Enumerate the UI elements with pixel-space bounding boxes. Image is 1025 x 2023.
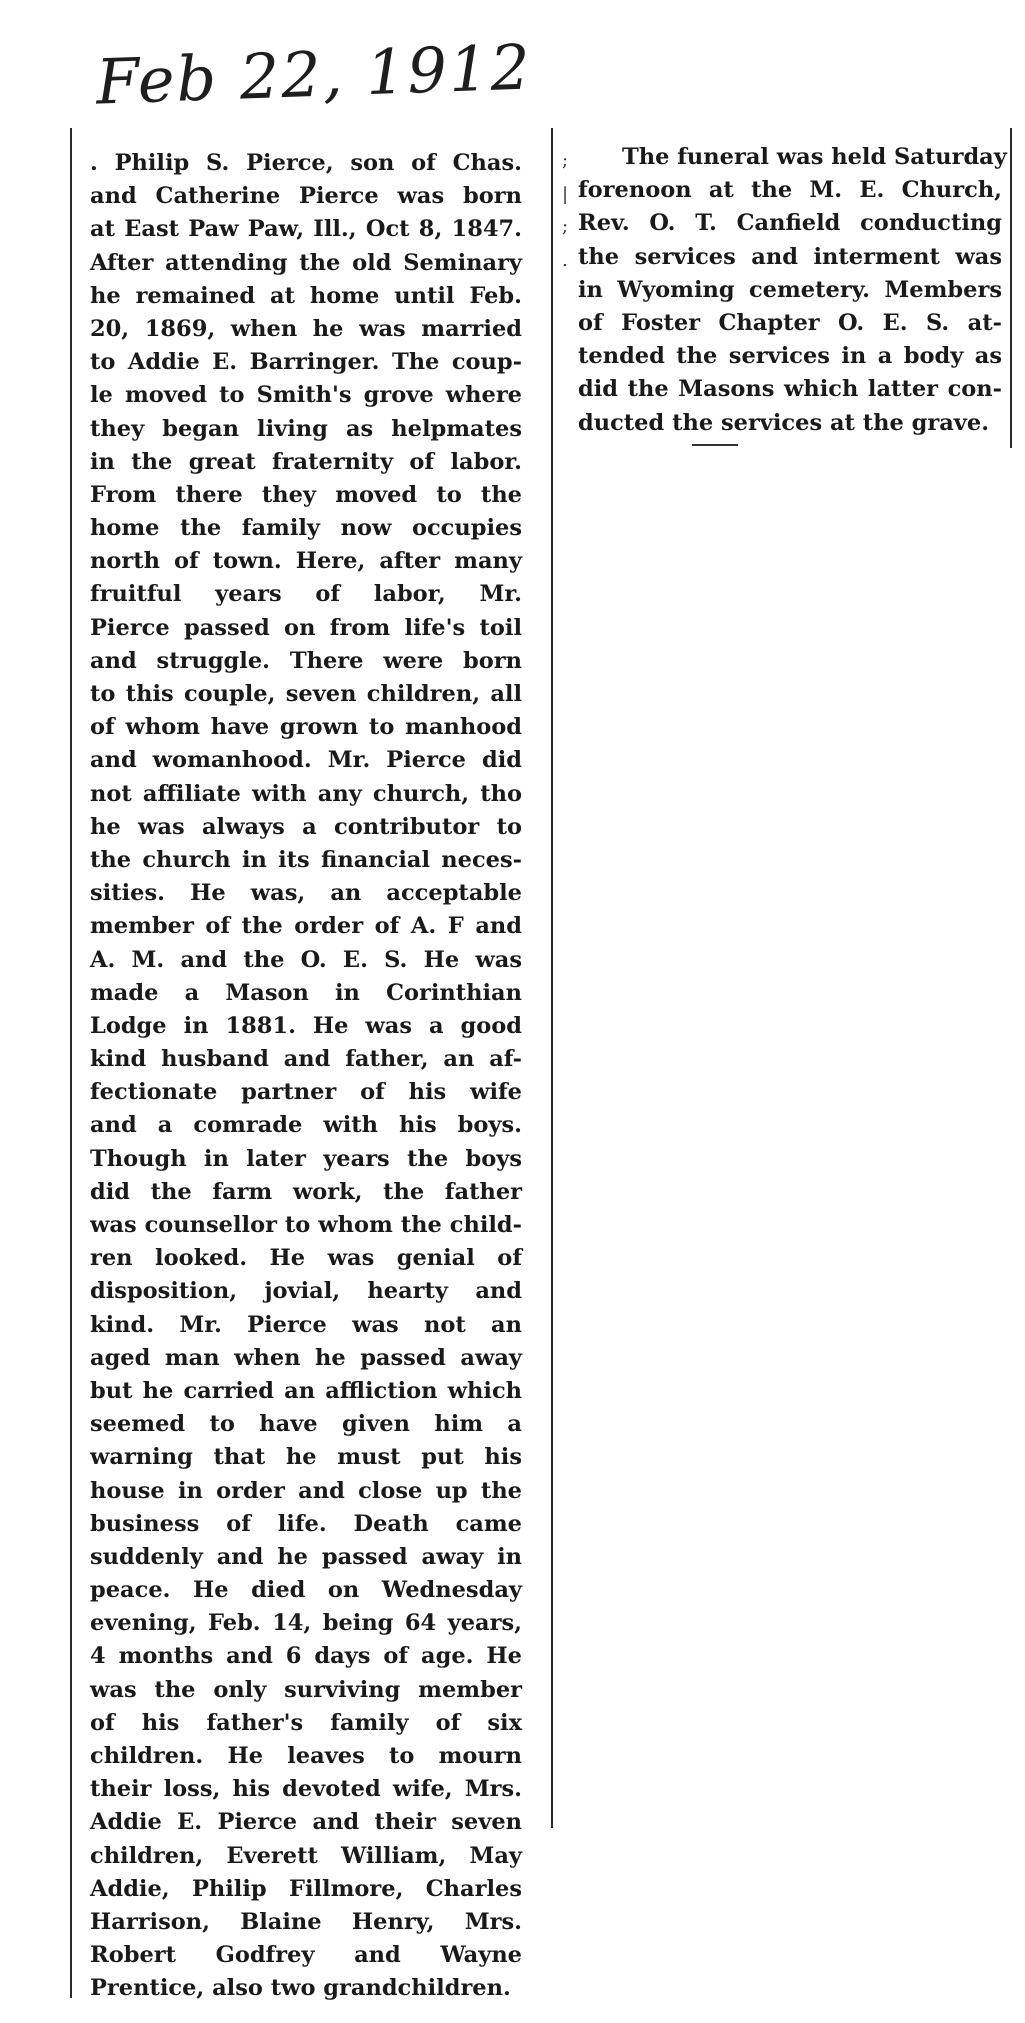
text-line: tended the services in a body as bbox=[578, 343, 1002, 370]
text-line: 20, 1869, when he was married bbox=[90, 315, 522, 342]
text-line: Prentice, also two grandchildren. bbox=[90, 1975, 511, 2002]
column-tick-mark: ; bbox=[562, 216, 569, 237]
text-line: they began living as helpmates bbox=[90, 415, 522, 442]
text-line: and womanhood. Mr. Pierce did bbox=[90, 747, 522, 774]
text-line: Pierce passed on from life's toil bbox=[90, 614, 522, 641]
text-line: A. M. and the O. E. S. He was bbox=[90, 946, 522, 973]
text-line: fectionate partner of his wife bbox=[90, 1079, 522, 1106]
text-line: of his father's family of six bbox=[90, 1709, 522, 1736]
text-line: house in order and close up the bbox=[90, 1477, 522, 1504]
text-line: Though in later years the boys bbox=[90, 1145, 522, 1172]
text-line: sities. He was, an acceptable bbox=[90, 880, 522, 907]
text-line: home the family now occupies bbox=[90, 515, 522, 542]
text-line: kind husband and father, an af- bbox=[90, 1046, 522, 1073]
text-line: he remained at home until Feb. bbox=[90, 282, 522, 309]
text-line: in the great fraternity of labor. bbox=[90, 448, 522, 475]
text-line: to this couple, seven children, all bbox=[90, 681, 522, 707]
column-tick-mark: . bbox=[562, 250, 568, 271]
text-line: peace. He died on Wednesday bbox=[90, 1577, 522, 1604]
handwritten-date: Feb 22, 1912 bbox=[94, 30, 533, 119]
column-rule-left bbox=[70, 128, 72, 1998]
text-line: was the only surviving member bbox=[90, 1676, 522, 1703]
text-line: evening, Feb. 14, being 64 years, bbox=[90, 1610, 522, 1637]
obituary-funeral-column bbox=[578, 141, 1007, 440]
text-line: their loss, his devoted wife, Mrs. bbox=[90, 1776, 522, 1803]
text-line: and a comrade with his boys. bbox=[90, 1112, 522, 1139]
text-line: Addie E. Pierce and their seven bbox=[90, 1809, 522, 1836]
column-rule-right bbox=[1010, 128, 1012, 448]
text-line: . Philip S. Pierce, son of Chas. bbox=[90, 150, 522, 176]
text-line: and Catherine Pierce was born bbox=[90, 183, 522, 210]
text-line: After attending the old Seminary bbox=[90, 249, 522, 276]
text-line: ducted the services at the grave. bbox=[578, 409, 990, 436]
text-line: Addie, Philip Fillmore, Charles bbox=[90, 1875, 522, 1902]
text-line: suddenly and he passed away in bbox=[90, 1543, 522, 1570]
text-line: did the Masons which latter con- bbox=[578, 376, 1002, 403]
text-line: made a Mason in Corinthian bbox=[90, 979, 522, 1006]
text-line: Harrison, Blaine Henry, Mrs. bbox=[90, 1908, 522, 1935]
text-line: of whom have grown to manhood bbox=[90, 714, 522, 741]
text-line: seemed to have given him a bbox=[90, 1411, 522, 1438]
text-line: at East Paw Paw, Ill., Oct 8, 1847. bbox=[90, 216, 522, 243]
text-line: but he carried an affliction which bbox=[90, 1377, 522, 1404]
text-line: The funeral was held Saturday bbox=[622, 144, 1007, 170]
text-line: of Foster Chapter O. E. S. at- bbox=[578, 309, 1002, 336]
text-line: warning that he must put his bbox=[90, 1444, 522, 1471]
text-line: business of life. Death came bbox=[90, 1510, 522, 1537]
text-line: he was always a contributor to bbox=[90, 813, 522, 840]
text-line: the services and interment was bbox=[578, 243, 1002, 270]
text-line: Rev. O. T. Canfield conducting bbox=[578, 210, 1002, 237]
text-line: 4 months and 6 days of age. He bbox=[90, 1643, 522, 1670]
text-line: fruitful years of labor, Mr. bbox=[90, 581, 522, 608]
text-line: Lodge in 1881. He was a good bbox=[90, 1012, 522, 1039]
text-line: not affiliate with any church, tho bbox=[90, 780, 522, 807]
text-line: disposition, jovial, hearty and bbox=[90, 1278, 522, 1305]
text-line: le moved to Smith's grove where bbox=[90, 382, 522, 409]
text-line: in Wyoming cemetery. Members bbox=[578, 276, 1002, 303]
text-line: was counsellor to whom the child- bbox=[90, 1212, 522, 1238]
text-line: member of the order of A. F and bbox=[90, 913, 522, 940]
text-line: children. He leaves to mourn bbox=[90, 1743, 522, 1769]
text-line: aged man when he passed away bbox=[90, 1344, 522, 1371]
end-rule bbox=[692, 444, 738, 446]
column-tick-mark: | bbox=[562, 184, 569, 205]
text-line: children, Everett William, May bbox=[90, 1842, 522, 1869]
column-tick-mark: ; bbox=[562, 150, 569, 171]
obituary-main-column bbox=[90, 147, 522, 2006]
text-line: to Addie E. Barringer. The coup- bbox=[90, 349, 522, 376]
text-line: forenoon at the M. E. Church, bbox=[578, 177, 1002, 204]
text-line: kind. Mr. Pierce was not an bbox=[90, 1311, 522, 1338]
column-rule-middle bbox=[551, 128, 553, 1828]
text-line: the church in its financial neces- bbox=[90, 846, 522, 873]
text-line: From there they moved to the bbox=[90, 481, 522, 508]
text-line: ren looked. He was genial of bbox=[90, 1245, 522, 1272]
text-line: and struggle. There were born bbox=[90, 647, 522, 674]
text-line: Robert Godfrey and Wayne bbox=[90, 1942, 522, 1969]
text-line: did the farm work, the father bbox=[90, 1178, 522, 1205]
text-line: north of town. Here, after many bbox=[90, 548, 522, 575]
